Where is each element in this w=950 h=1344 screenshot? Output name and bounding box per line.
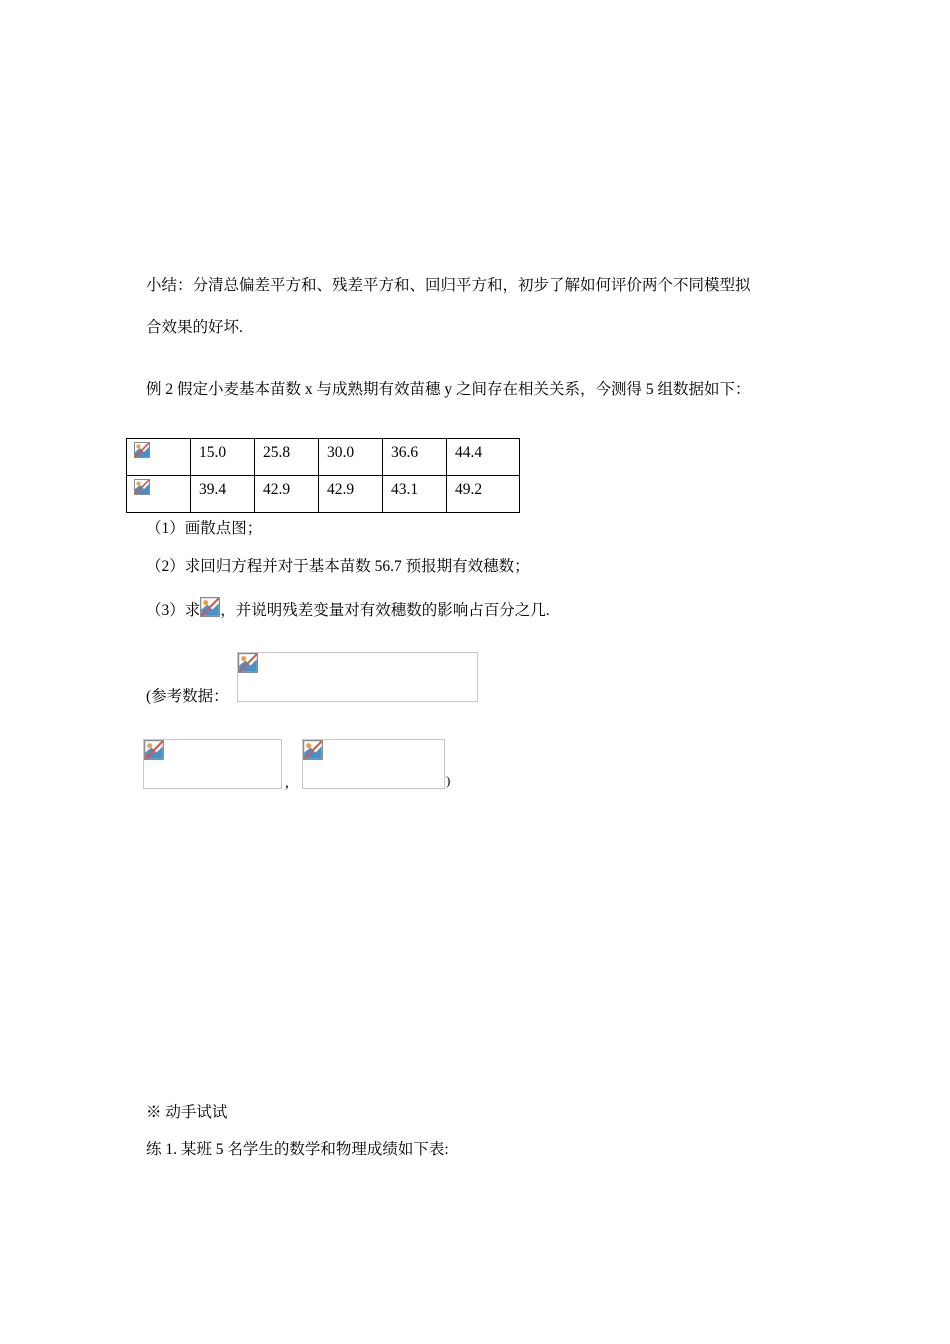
table-cell: 15.0 bbox=[191, 439, 255, 476]
row-label-cell bbox=[127, 476, 191, 513]
question-2: （2）求回归方程并对于基本苗数 56.7 预报期有效穗数； bbox=[146, 558, 530, 575]
table-cell: 44.4 bbox=[447, 439, 520, 476]
reference-formula-image-2 bbox=[143, 739, 282, 789]
reference-close: ) bbox=[446, 773, 451, 788]
data-table bbox=[126, 438, 520, 513]
table-cell: 39.4 bbox=[191, 476, 255, 513]
broken-image-icon bbox=[134, 479, 150, 495]
broken-image-icon bbox=[238, 653, 258, 673]
question-1: （1）画散点图； bbox=[146, 520, 263, 537]
table-cell: 42.9 bbox=[319, 476, 383, 513]
reference-label: (参考数据： bbox=[146, 688, 229, 705]
table-row bbox=[127, 476, 520, 513]
example-2-intro: 例 2 假定小麦基本苗数 x 与成熟期有效苗穗 y 之间存在相关关系，今测得 5 组数据如下： bbox=[146, 381, 751, 398]
reference-comma: , bbox=[285, 774, 289, 791]
broken-image-icon bbox=[144, 740, 164, 760]
practice-heading: ※ 动手试试 bbox=[146, 1104, 228, 1121]
summary-line-2: 合效果的好坏. bbox=[146, 319, 243, 336]
reference-formula-image-1 bbox=[237, 652, 478, 702]
question-3-suffix: ，并说明残差变量对有效穗数的影响占百分之几. bbox=[220, 602, 550, 619]
table-cell: 42.9 bbox=[255, 476, 319, 513]
question-3 bbox=[146, 597, 550, 621]
exercise-1: 练 1. 某班 5 名学生的数学和物理成绩如下表: bbox=[146, 1141, 449, 1158]
table-cell: 49.2 bbox=[447, 476, 520, 513]
broken-image-icon bbox=[303, 740, 323, 760]
summary-line-1: 小结：分清总偏差平方和、残差平方和、回归平方和，初步了解如何评价两个不同模型拟 bbox=[146, 277, 751, 294]
reference-formula-image-3 bbox=[302, 739, 445, 789]
broken-image-icon bbox=[134, 442, 150, 458]
question-3-prefix: （3）求 bbox=[146, 602, 201, 619]
table-cell: 36.6 bbox=[383, 439, 447, 476]
broken-image-icon bbox=[200, 597, 220, 617]
table-cell: 25.8 bbox=[255, 439, 319, 476]
table-cell: 30.0 bbox=[319, 439, 383, 476]
table-row bbox=[127, 439, 520, 476]
row-label-cell bbox=[127, 439, 191, 476]
table-cell: 43.1 bbox=[383, 476, 447, 513]
